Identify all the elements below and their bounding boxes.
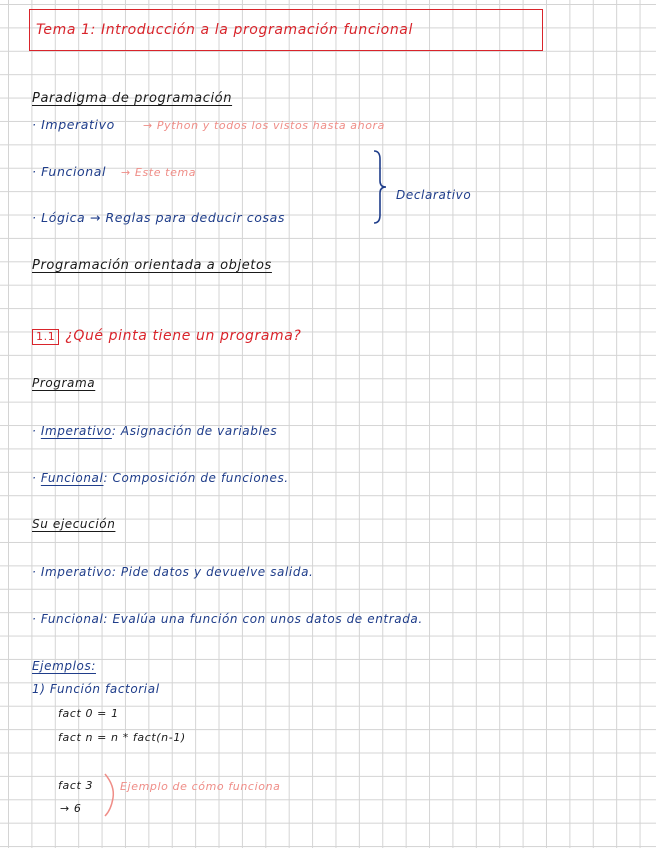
paradigm-funcional-note: → Este tema xyxy=(121,166,197,179)
ejemplos-heading: Ejemplos: xyxy=(32,659,96,673)
programa-imperativo xyxy=(32,425,277,437)
example-brace-icon xyxy=(102,772,118,818)
eval-line-2: → 6 xyxy=(60,802,82,815)
paradigm-imperativo-note: → Python y todos los vistos hasta ahora xyxy=(143,119,386,132)
section-number-box: 1.1 xyxy=(32,329,59,345)
ejecucion-funcional: · Funcional: Evalúa una función con unos datos de entrada. xyxy=(32,612,423,626)
bullet: · xyxy=(32,424,41,438)
title-box xyxy=(29,9,543,51)
code-line-2: fact n = n * fact(n-1) xyxy=(58,731,186,744)
paradigm-funcional-label: · Funcional xyxy=(32,164,107,179)
bullet: · xyxy=(32,471,41,485)
ejecucion-imperativo: · Imperativo: Pide datos y devuelve salida. xyxy=(32,565,314,579)
programa-funcional xyxy=(32,472,289,484)
paradigm-imperativo-label: · Imperativo xyxy=(32,117,115,132)
paradigm-logica-label: · Lógica → Reglas para deducir cosas xyxy=(32,210,285,225)
section-1-1-title: ¿Qué pinta tiene un programa? xyxy=(65,328,302,344)
section-1-1-heading xyxy=(32,329,301,345)
programa-funcional-text: : Composición de funciones. xyxy=(103,471,289,485)
programa-imperativo-term: Imperativo xyxy=(40,424,112,438)
ejemplo-factorial-title: 1) Función factorial xyxy=(32,682,160,696)
paradigm-heading: Paradigma de programación xyxy=(32,91,233,106)
code-line-1: fact 0 = 1 xyxy=(58,707,119,720)
example-note: Ejemplo de cómo funciona xyxy=(120,780,281,793)
programa-funcional-term: Funcional xyxy=(40,471,104,485)
declarative-label: Declarativo xyxy=(396,188,472,202)
declarative-brace-icon xyxy=(370,149,390,225)
page-title: Tema 1: Introducción a la programación funcional xyxy=(36,22,413,38)
ejecucion-heading: Su ejecución xyxy=(32,517,116,531)
programa-imperativo-text: : Asignación de variables xyxy=(111,424,278,438)
oop-heading: Programación orientada a objetos xyxy=(32,258,272,273)
programa-heading: Programa xyxy=(32,376,96,390)
eval-line-1: fact 3 xyxy=(58,779,94,792)
